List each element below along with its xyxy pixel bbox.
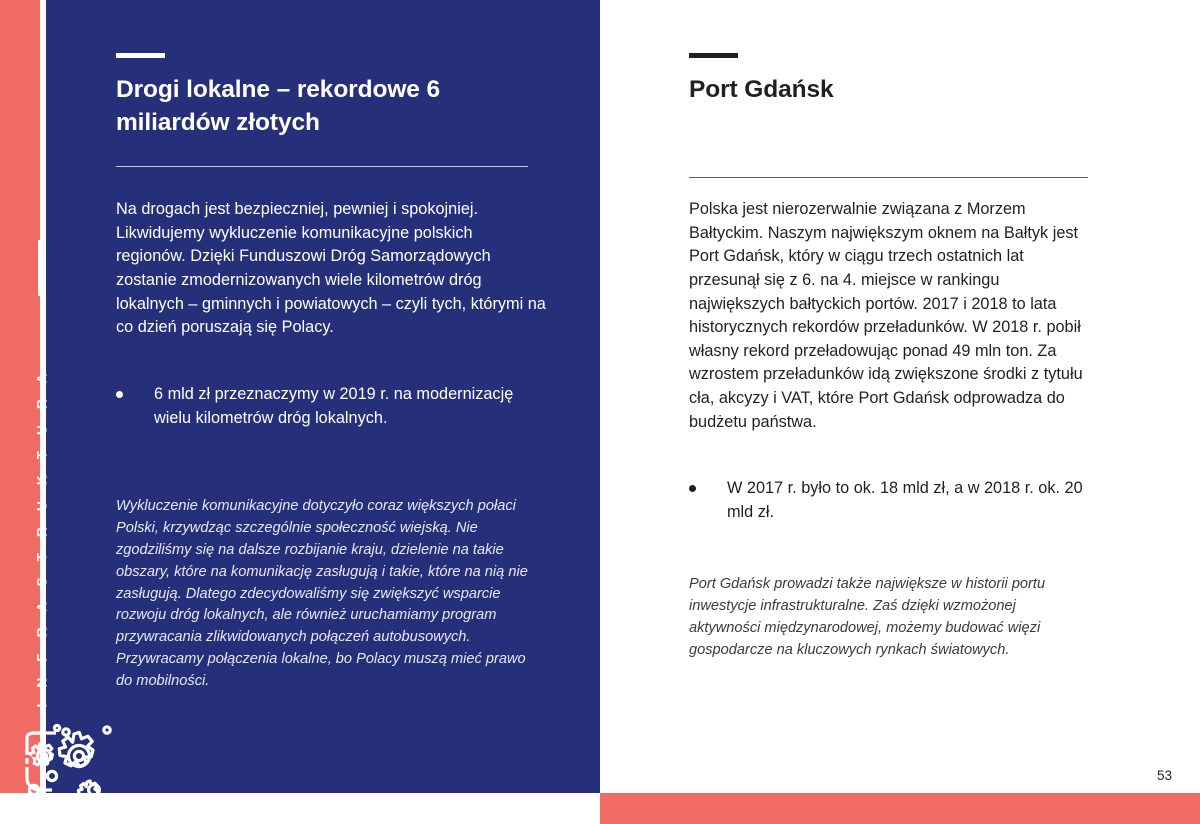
left-article-body: Na drogach jest bezpieczniej, pewniej i spokojniej. Likwidujemy wykluczenie komunikacyjne polskich regionów. Dzięki Funduszowi Dróg Samorządowych zostanie zmodernizowanych wiele kilometrów dróg lokalnych – gminnych i powiatowych – czyli tych, którymi na co dzień poruszają się Polacy. xyxy=(116,200,546,337)
left-title-separator xyxy=(116,166,528,167)
bullet-dot-icon xyxy=(689,485,696,492)
bottom-coral-bar xyxy=(600,793,1200,824)
right-article-body: Polska jest nierozerwalnie związana z Morzem Bałtyckim. Naszym największym oknem na Bałtyk jest Port Gdańsk, który w ciągu trzech ostatnich lat przesunął się z 6. na 4. miejsce w rankingu największych bałtyckich portów. 2017 i 2018 to lata historycznych rekordów przeładunków. W 2018 r. pobił własny rekord przeładowując ponad 49 mln ton. Za wzrostem przeładunków idą zwiększone środki z tytułu cła, akcyzy i VAT, które Port Gdańsk odprowadza do budżetu państwa. xyxy=(689,200,1083,431)
left-heading-rule xyxy=(116,53,165,58)
right-bullet-text: W 2017 r. było to ok. 18 mld zł, a w 2018 r. ok. 20 mld zł. xyxy=(727,479,1083,521)
section-tab-label: I N F R A S T R U K T U R A xyxy=(34,367,50,708)
left-bullet-text: 6 mld zł przeznaczymy w 2019 r. na modernizację wielu kilometrów dróg lokalnych. xyxy=(154,385,514,427)
right-heading-rule xyxy=(689,53,738,58)
page-number: 53 xyxy=(1156,768,1172,783)
gears-icon xyxy=(12,716,118,802)
left-italic-note: Wykluczenie komunikacyjne dotyczyło coraz większych połaci Polski, krzywdząc szczególnie społeczność wiejską. Nie zgodziliśmy się na dalsze rozbijanie kraju, dzielenie na takie obszary, które na komunikację zasługują i takie, które na nią nie zasługują. Dlatego zdecydowaliśmy się zwiększyć wsparcie rozwoju dróg lokalnych, ale również uruchamiamy program przywracania zlikwidowanych połączeń autobusowych. Przywracamy połączenia lokalne, bo Polacy muszą mieć prawo do mobilności. xyxy=(116,498,528,690)
section-tab xyxy=(31,240,53,708)
bullet-dot-icon xyxy=(116,391,123,398)
right-italic-note: Port Gdańsk prowadzi także największe w historii portu inwestycje infrastrukturalne. Zaś dzięki wzmożonej aktywności międzynarodowej, możemy budować więzi gospodarcze na kluczowych rynkach światowych. xyxy=(689,576,1046,658)
left-bullet-item xyxy=(116,383,546,430)
right-title-separator xyxy=(689,177,1088,178)
left-article-title: Drogi lokalne – rekordowe 6 miliardów złotych xyxy=(116,76,441,136)
right-bullet-item xyxy=(689,477,1089,524)
right-article-title: Port Gdańsk xyxy=(689,76,834,103)
